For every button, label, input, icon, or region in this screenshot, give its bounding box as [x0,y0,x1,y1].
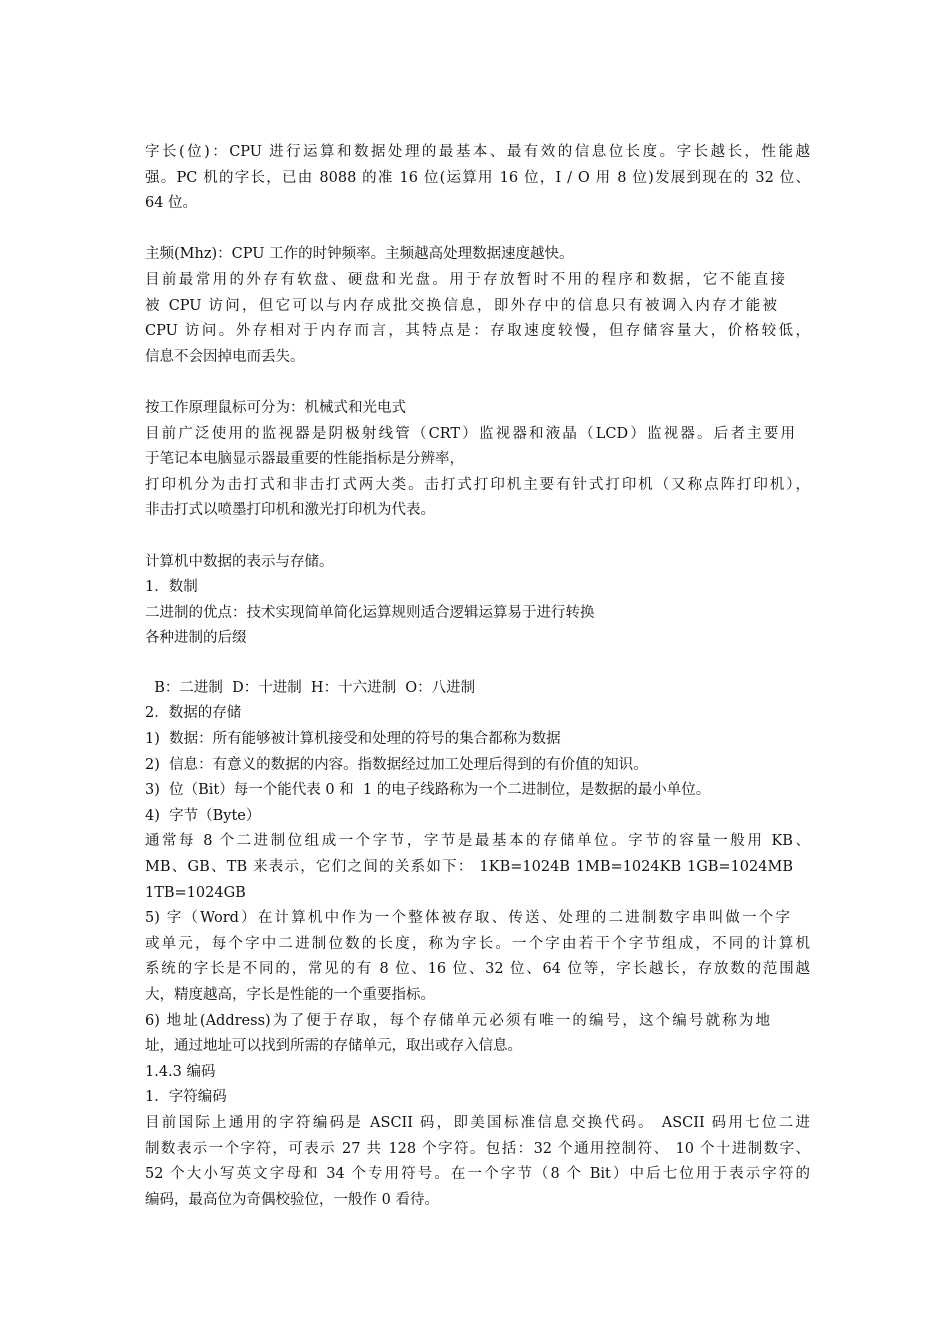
text-line: 址，通过地址可以找到所需的存储单元，取出或存入信息。 [145,1038,522,1055]
text-line: 计算机中数据的表示与存储。 [145,553,334,570]
paragraph-spacer [145,370,810,396]
text-line: 6) 地址(Address)为了便于存取，每个存储单元必须有唯一的编号，这个编号就称为地 [145,1012,770,1029]
text-line: 1TB=1024GB [145,884,246,901]
text-line: 字长(位)：CPU 进行运算和数据处理的最基本、最有效的信息位长度。字长越长，性能越 [145,144,810,160]
text-line: 各种进制的后缀 [145,630,247,647]
text-line: 强。PC 机的字长，已由 8088 的准 16 位(运算用 16 位，I / O 用 8 位)发展到现在的 32 位、 [145,169,810,186]
text-line: 于笔记本电脑显示器最重要的性能指标是分辨率， [145,451,464,468]
text-line: CPU 访问。外存相对于内存而言，其特点是：存取速度较慢，但存储容量大，价格较低， [145,323,810,340]
paragraph-spacer [145,524,810,550]
paragraph-peripherals [145,396,810,524]
text-line: 1) 数据：所有能够被计算机接受和处理的符号的集合都称为数据 [145,731,561,748]
text-line: 目前广泛使用的监视器是阴极射线管（CRT）监视器和液晶（LCD）监视器。后者主要用 [145,425,795,442]
text-line: 目前国际上通用的字符编码是 ASCII 码，即美国标准信息交换代码。 ASCII 码用七位二进 [145,1114,810,1131]
text-line: 按工作原理鼠标可分为：机械式和光电式 [145,399,406,416]
text-line: 64 位。 [145,195,198,212]
paragraph-data-representation [145,550,810,1214]
text-line: 编码，最高位为奇偶校验位，一般作 0 看待。 [145,1191,439,1208]
text-line: 2) 信息：有意义的数据的内容。指数据经过加工处理后得到的有价值的知识。 [145,756,648,773]
document-body [145,140,810,1213]
text-line: 5) 字（Word）在计算机中作为一个整体被存取、传送、处理的二进制数字串叫做一个字 [145,910,790,927]
text-line: 二进制的优点：技术实现简单简化运算规则适合逻辑运算易于进行转换 [145,604,595,621]
text-line: 52 个大小写英文字母和 34 个专用符号。在一个字节（8 个 Bit）中后七位用于表示字符的 [145,1166,810,1183]
paragraph-word-length [145,140,810,217]
text-line: 系统的字长是不同的，常见的有 8 位、16 位、32 位、64 位等，字长越长，存放数的范围越 [145,961,810,978]
text-line: 或单元，每个字中二进制位数的长度，称为字长。一个字由若干个字节组成，不同的计算机 [145,935,810,952]
text-line: 1．数制 [145,579,198,596]
text-line: 通常每 8 个二进制位组成一个字节，字节是最基本的存储单位。字节的容量一般用 KB、 [145,833,810,850]
text-line: 非击打式以喷墨打印机和激光打印机为代表。 [145,502,435,519]
text-line: 4) 字节（Byte） [145,807,261,824]
paragraph-spacer [145,652,810,676]
text-line: 目前最常用的外存有软盘、硬盘和光盘。用于存放暂时不用的程序和数据，它不能直接 [145,271,785,288]
text-line: 被 CPU 访问，但它可以与内存成批交换信息，即外存中的信息只有被调入内存才能被 [145,297,777,314]
text-line: 2．数据的存储 [145,705,242,722]
text-line: 3) 位（Bit）每一个能代表 0 和 1 的电子线路称为一个二进制位，是数据的最小单位。 [145,782,711,799]
text-line: 打印机分为击打式和非击打式两大类。击打式打印机主要有针式打印机（又称点阵打印机）， [145,476,810,493]
paragraph-spacer [145,217,810,243]
text-line: 1.4.3 编码 [145,1063,216,1080]
text-line: MB、GB、TB 来表示，它们之间的关系如下： 1KB=1024B 1MB=1024KB 1GB=1024MB [145,859,793,876]
text-line: 大，精度越高，字长是性能的一个重要指标。 [145,987,435,1003]
text-line: 信息不会因掉电而丢失。 [145,348,305,365]
text-line: 1．字符编码 [145,1089,227,1106]
text-line: 主频(Mhz)：CPU 工作的时钟频率。主频越高处理数据速度越快。 [145,246,574,263]
text-line: B：二进制 D：十进制 H：十六进制 O：八进制 [145,679,476,696]
paragraph-frequency-storage [145,242,810,370]
text-line: 制数表示一个字符，可表示 27 共 128 个字符。包括：32 个通用控制符、 10 个十进制数字、 [145,1140,810,1157]
